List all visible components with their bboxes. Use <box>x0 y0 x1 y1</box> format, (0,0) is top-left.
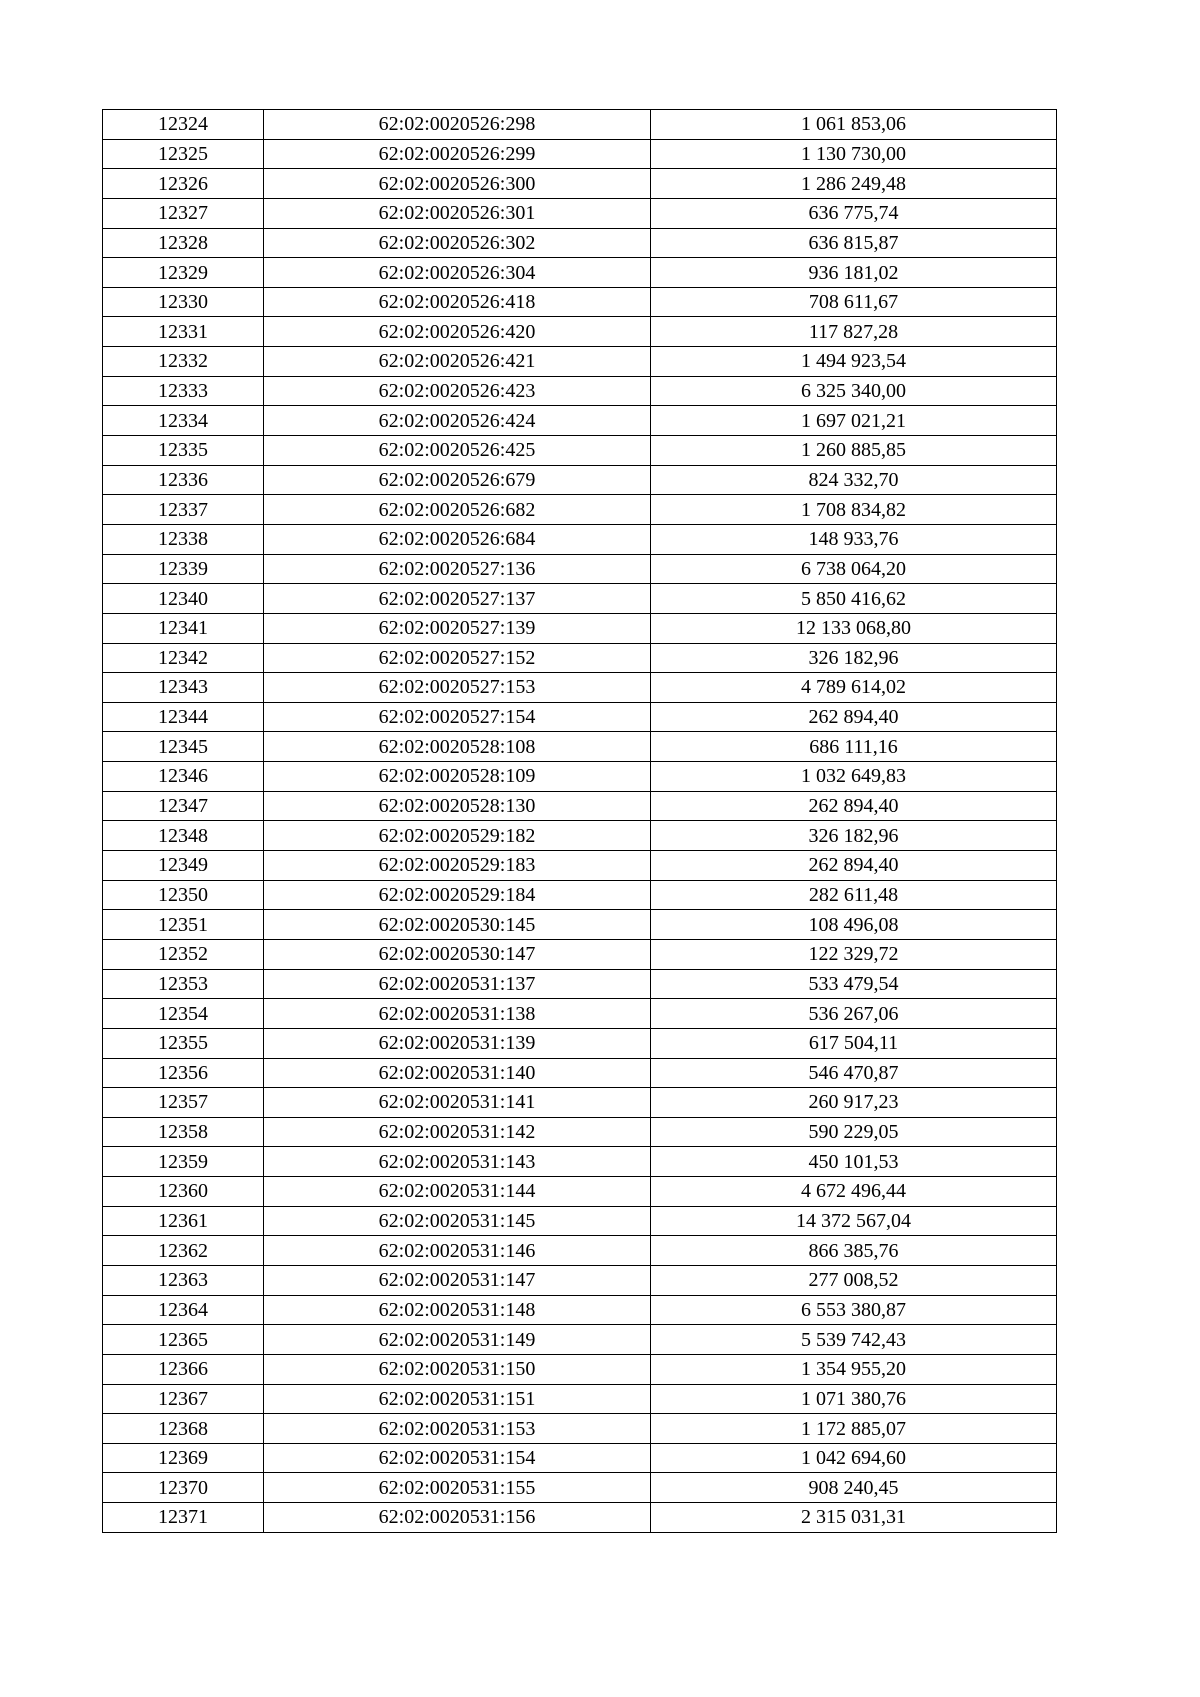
table-row <box>103 1058 1057 1088</box>
cadastral-value-cell: 1 130 730,00 <box>651 139 1057 169</box>
row-number-cell: 12333 <box>103 376 264 406</box>
cadastral-value-cell: 108 496,08 <box>651 910 1057 940</box>
cadastral-number-cell: 62:02:0020530:147 <box>264 939 651 969</box>
row-number-cell: 12357 <box>103 1088 264 1118</box>
cadastral-number-cell: 62:02:0020531:144 <box>264 1177 651 1207</box>
cadastral-value-cell: 908 240,45 <box>651 1473 1057 1503</box>
table-row <box>103 821 1057 851</box>
cadastral-number-cell: 62:02:0020531:140 <box>264 1058 651 1088</box>
row-number-cell: 12341 <box>103 613 264 643</box>
cadastral-value-cell: 636 775,74 <box>651 198 1057 228</box>
cadastral-number-cell: 62:02:0020531:156 <box>264 1503 651 1533</box>
table-row <box>103 851 1057 881</box>
cadastral-value-cell: 6 738 064,20 <box>651 554 1057 584</box>
cadastral-number-cell: 62:02:0020526:418 <box>264 287 651 317</box>
row-number-cell: 12331 <box>103 317 264 347</box>
cadastral-value-cell: 1 708 834,82 <box>651 495 1057 525</box>
cadastral-value-table <box>102 109 1057 1533</box>
cadastral-value-cell: 617 504,11 <box>651 1028 1057 1058</box>
cadastral-number-cell: 62:02:0020526:420 <box>264 317 651 347</box>
cadastral-number-cell: 62:02:0020531:149 <box>264 1325 651 1355</box>
row-number-cell: 12369 <box>103 1443 264 1473</box>
cadastral-value-cell: 1 061 853,06 <box>651 110 1057 140</box>
cadastral-value-cell: 262 894,40 <box>651 851 1057 881</box>
cadastral-number-cell: 62:02:0020528:130 <box>264 791 651 821</box>
row-number-cell: 12352 <box>103 939 264 969</box>
table-row <box>103 1117 1057 1147</box>
table-row <box>103 287 1057 317</box>
cadastral-number-cell: 62:02:0020528:109 <box>264 762 651 792</box>
row-number-cell: 12345 <box>103 732 264 762</box>
table-row <box>103 228 1057 258</box>
table-row <box>103 1088 1057 1118</box>
table-row <box>103 1354 1057 1384</box>
cadastral-number-cell: 62:02:0020531:147 <box>264 1265 651 1295</box>
cadastral-value-cell: 326 182,96 <box>651 643 1057 673</box>
cadastral-number-cell: 62:02:0020531:154 <box>264 1443 651 1473</box>
table-row <box>103 702 1057 732</box>
cadastral-number-cell: 62:02:0020526:302 <box>264 228 651 258</box>
cadastral-value-cell: 450 101,53 <box>651 1147 1057 1177</box>
table-row <box>103 1147 1057 1177</box>
cadastral-number-cell: 62:02:0020531:146 <box>264 1236 651 1266</box>
row-number-cell: 12324 <box>103 110 264 140</box>
table-row <box>103 939 1057 969</box>
table-row <box>103 643 1057 673</box>
table-row <box>103 524 1057 554</box>
cadastral-value-cell: 1 494 923,54 <box>651 347 1057 377</box>
table-row <box>103 880 1057 910</box>
cadastral-value-cell: 536 267,06 <box>651 999 1057 1029</box>
row-number-cell: 12329 <box>103 258 264 288</box>
cadastral-number-cell: 62:02:0020526:298 <box>264 110 651 140</box>
cadastral-number-cell: 62:02:0020527:152 <box>264 643 651 673</box>
cadastral-number-cell: 62:02:0020526:421 <box>264 347 651 377</box>
table-row <box>103 1503 1057 1533</box>
row-number-cell: 12342 <box>103 643 264 673</box>
cadastral-number-cell: 62:02:0020531:153 <box>264 1414 651 1444</box>
row-number-cell: 12354 <box>103 999 264 1029</box>
table-row <box>103 1295 1057 1325</box>
row-number-cell: 12328 <box>103 228 264 258</box>
cadastral-number-cell: 62:02:0020529:183 <box>264 851 651 881</box>
row-number-cell: 12339 <box>103 554 264 584</box>
table-row <box>103 1473 1057 1503</box>
cadastral-value-cell: 260 917,23 <box>651 1088 1057 1118</box>
table-row <box>103 969 1057 999</box>
cadastral-value-cell: 686 111,16 <box>651 732 1057 762</box>
cadastral-number-cell: 62:02:0020531:141 <box>264 1088 651 1118</box>
cadastral-number-cell: 62:02:0020526:301 <box>264 198 651 228</box>
table-row <box>103 613 1057 643</box>
row-number-cell: 12337 <box>103 495 264 525</box>
cadastral-value-cell: 6 325 340,00 <box>651 376 1057 406</box>
cadastral-number-cell: 62:02:0020531:150 <box>264 1354 651 1384</box>
row-number-cell: 12356 <box>103 1058 264 1088</box>
row-number-cell: 12326 <box>103 169 264 199</box>
cadastral-value-cell: 1 032 649,83 <box>651 762 1057 792</box>
cadastral-value-cell: 708 611,67 <box>651 287 1057 317</box>
cadastral-value-cell: 533 479,54 <box>651 969 1057 999</box>
row-number-cell: 12347 <box>103 791 264 821</box>
cadastral-value-cell: 5 539 742,43 <box>651 1325 1057 1355</box>
row-number-cell: 12368 <box>103 1414 264 1444</box>
cadastral-number-cell: 62:02:0020526:299 <box>264 139 651 169</box>
cadastral-number-cell: 62:02:0020529:182 <box>264 821 651 851</box>
cadastral-value-cell: 262 894,40 <box>651 702 1057 732</box>
cadastral-value-cell: 1 260 885,85 <box>651 436 1057 466</box>
cadastral-number-cell: 62:02:0020527:137 <box>264 584 651 614</box>
cadastral-number-cell: 62:02:0020526:679 <box>264 465 651 495</box>
row-number-cell: 12366 <box>103 1354 264 1384</box>
cadastral-number-cell: 62:02:0020531:137 <box>264 969 651 999</box>
cadastral-value-cell: 117 827,28 <box>651 317 1057 347</box>
cadastral-value-cell: 4 789 614,02 <box>651 673 1057 703</box>
row-number-cell: 12364 <box>103 1295 264 1325</box>
cadastral-value-cell: 262 894,40 <box>651 791 1057 821</box>
row-number-cell: 12330 <box>103 287 264 317</box>
table-row <box>103 406 1057 436</box>
cadastral-value-cell: 277 008,52 <box>651 1265 1057 1295</box>
row-number-cell: 12346 <box>103 762 264 792</box>
cadastral-value-cell: 546 470,87 <box>651 1058 1057 1088</box>
row-number-cell: 12334 <box>103 406 264 436</box>
table-row <box>103 1236 1057 1266</box>
table-row <box>103 495 1057 525</box>
table-row <box>103 910 1057 940</box>
cadastral-value-cell: 1 286 249,48 <box>651 169 1057 199</box>
cadastral-number-cell: 62:02:0020526:300 <box>264 169 651 199</box>
table-row <box>103 762 1057 792</box>
cadastral-value-cell: 824 332,70 <box>651 465 1057 495</box>
cadastral-value-cell: 636 815,87 <box>651 228 1057 258</box>
row-number-cell: 12359 <box>103 1147 264 1177</box>
table-row <box>103 1206 1057 1236</box>
row-number-cell: 12363 <box>103 1265 264 1295</box>
row-number-cell: 12332 <box>103 347 264 377</box>
row-number-cell: 12325 <box>103 139 264 169</box>
cadastral-value-cell: 2 315 031,31 <box>651 1503 1057 1533</box>
cadastral-number-cell: 62:02:0020527:153 <box>264 673 651 703</box>
cadastral-number-cell: 62:02:0020531:142 <box>264 1117 651 1147</box>
table-row <box>103 110 1057 140</box>
cadastral-value-cell: 148 933,76 <box>651 524 1057 554</box>
table-row <box>103 376 1057 406</box>
table-row <box>103 169 1057 199</box>
cadastral-number-cell: 62:02:0020526:424 <box>264 406 651 436</box>
row-number-cell: 12327 <box>103 198 264 228</box>
row-number-cell: 12336 <box>103 465 264 495</box>
table-row <box>103 1325 1057 1355</box>
row-number-cell: 12370 <box>103 1473 264 1503</box>
table-row <box>103 436 1057 466</box>
row-number-cell: 12360 <box>103 1177 264 1207</box>
cadastral-number-cell: 62:02:0020531:139 <box>264 1028 651 1058</box>
cadastral-value-cell: 4 672 496,44 <box>651 1177 1057 1207</box>
row-number-cell: 12371 <box>103 1503 264 1533</box>
row-number-cell: 12355 <box>103 1028 264 1058</box>
row-number-cell: 12350 <box>103 880 264 910</box>
cadastral-value-cell: 282 611,48 <box>651 880 1057 910</box>
cadastral-value-cell: 122 329,72 <box>651 939 1057 969</box>
cadastral-number-cell: 62:02:0020526:684 <box>264 524 651 554</box>
table-row <box>103 1414 1057 1444</box>
cadastral-value-cell: 1 172 885,07 <box>651 1414 1057 1444</box>
cadastral-number-cell: 62:02:0020530:145 <box>264 910 651 940</box>
row-number-cell: 12335 <box>103 436 264 466</box>
row-number-cell: 12353 <box>103 969 264 999</box>
row-number-cell: 12348 <box>103 821 264 851</box>
cadastral-value-cell: 1 071 380,76 <box>651 1384 1057 1414</box>
row-number-cell: 12343 <box>103 673 264 703</box>
table-row <box>103 1265 1057 1295</box>
row-number-cell: 12340 <box>103 584 264 614</box>
row-number-cell: 12367 <box>103 1384 264 1414</box>
row-number-cell: 12358 <box>103 1117 264 1147</box>
table-row <box>103 465 1057 495</box>
cadastral-value-cell: 1 697 021,21 <box>651 406 1057 436</box>
table-row <box>103 139 1057 169</box>
table-row <box>103 554 1057 584</box>
table-row <box>103 791 1057 821</box>
cadastral-number-cell: 62:02:0020526:682 <box>264 495 651 525</box>
table-row <box>103 673 1057 703</box>
cadastral-number-cell: 62:02:0020531:143 <box>264 1147 651 1177</box>
table-row <box>103 584 1057 614</box>
cadastral-value-cell: 6 553 380,87 <box>651 1295 1057 1325</box>
cadastral-value-cell: 326 182,96 <box>651 821 1057 851</box>
row-number-cell: 12365 <box>103 1325 264 1355</box>
cadastral-number-cell: 62:02:0020528:108 <box>264 732 651 762</box>
cadastral-number-cell: 62:02:0020531:155 <box>264 1473 651 1503</box>
cadastral-number-cell: 62:02:0020531:145 <box>264 1206 651 1236</box>
cadastral-number-cell: 62:02:0020526:425 <box>264 436 651 466</box>
cadastral-number-cell: 62:02:0020531:148 <box>264 1295 651 1325</box>
table-row <box>103 732 1057 762</box>
row-number-cell: 12362 <box>103 1236 264 1266</box>
row-number-cell: 12361 <box>103 1206 264 1236</box>
cadastral-value-cell: 1 042 694,60 <box>651 1443 1057 1473</box>
cadastral-value-cell: 866 385,76 <box>651 1236 1057 1266</box>
table-row <box>103 347 1057 377</box>
table-body <box>103 110 1057 1533</box>
table-row <box>103 258 1057 288</box>
cadastral-number-cell: 62:02:0020527:139 <box>264 613 651 643</box>
table-row <box>103 1177 1057 1207</box>
cadastral-number-cell: 62:02:0020531:138 <box>264 999 651 1029</box>
row-number-cell: 12349 <box>103 851 264 881</box>
table-row <box>103 1384 1057 1414</box>
row-number-cell: 12351 <box>103 910 264 940</box>
cadastral-value-cell: 1 354 955,20 <box>651 1354 1057 1384</box>
cadastral-number-cell: 62:02:0020527:154 <box>264 702 651 732</box>
cadastral-number-cell: 62:02:0020531:151 <box>264 1384 651 1414</box>
cadastral-value-cell: 590 229,05 <box>651 1117 1057 1147</box>
cadastral-number-cell: 62:02:0020526:423 <box>264 376 651 406</box>
cadastral-value-cell: 936 181,02 <box>651 258 1057 288</box>
row-number-cell: 12344 <box>103 702 264 732</box>
row-number-cell: 12338 <box>103 524 264 554</box>
cadastral-number-cell: 62:02:0020529:184 <box>264 880 651 910</box>
table-row <box>103 1028 1057 1058</box>
cadastral-number-cell: 62:02:0020526:304 <box>264 258 651 288</box>
table-row <box>103 999 1057 1029</box>
table-row <box>103 317 1057 347</box>
cadastral-value-cell: 5 850 416,62 <box>651 584 1057 614</box>
table-row <box>103 1443 1057 1473</box>
cadastral-value-cell: 14 372 567,04 <box>651 1206 1057 1236</box>
cadastral-number-cell: 62:02:0020527:136 <box>264 554 651 584</box>
table-row <box>103 198 1057 228</box>
cadastral-value-cell: 12 133 068,80 <box>651 613 1057 643</box>
